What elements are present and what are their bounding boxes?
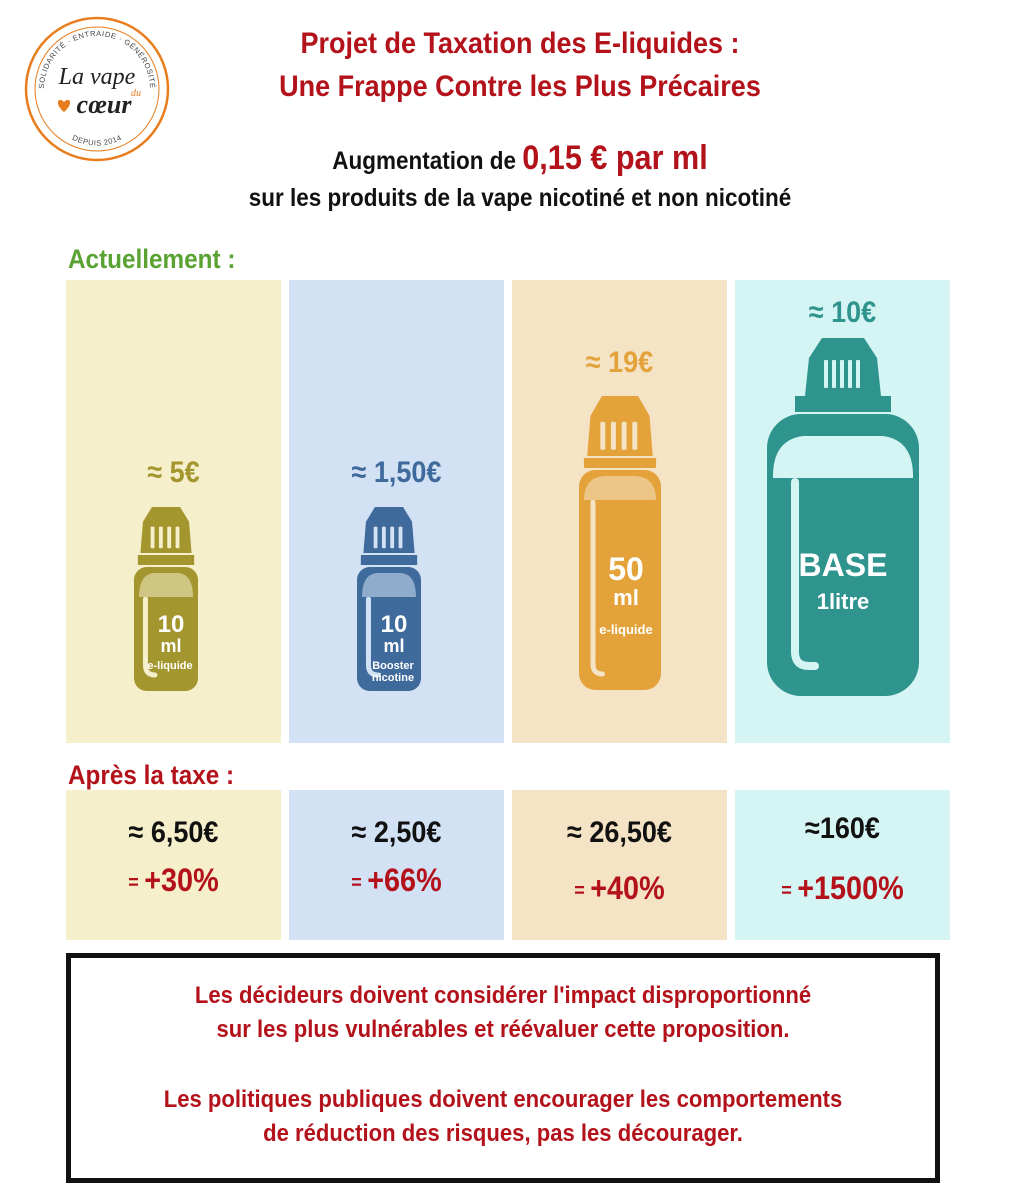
bottle-unit: ml (383, 636, 405, 656)
increase-value: +30% (144, 862, 219, 898)
after-tax-panel-3 (512, 790, 727, 940)
bottle-type: Booster (372, 660, 414, 672)
current-price: ≈ 10€ (808, 296, 877, 329)
current-price: ≈ 1,50€ (351, 456, 442, 489)
price-increase (300, 862, 494, 901)
logo-brand-line1: La vape (58, 64, 136, 90)
base-bottle-icon (767, 336, 919, 696)
increase-value: +66% (367, 862, 442, 898)
price-increase (523, 870, 717, 909)
price-increase (77, 862, 271, 901)
page-title-line2: Une Frappe Contre les Plus Précaires (279, 70, 761, 103)
after-tax-price: ≈160€ (805, 812, 880, 845)
increase-value: +1500% (797, 870, 904, 906)
after-tax-panel-2 (289, 790, 504, 940)
after-tax-section-label: Après la taxe : (68, 760, 235, 790)
after-tax-price: ≈ 2,50€ (351, 816, 442, 849)
conclusion-line4: de réduction des risques, pas les décourager. (263, 1120, 743, 1147)
increase-value: +40% (590, 870, 665, 906)
current-section-label: Actuellement : (68, 244, 236, 274)
base-volume: 1litre (816, 589, 870, 614)
equals-sign: = (128, 871, 139, 894)
equals-sign: = (351, 871, 362, 894)
logo-brand-line2: cœur (76, 90, 132, 119)
bottle-volume: 10 (380, 611, 408, 638)
logo-arc-text: SOLIDARITÉ · ENTRAIDE · GÉNÉROSITÉ (36, 28, 158, 89)
conclusion-box (66, 953, 940, 1183)
after-tax-price: ≈ 6,50€ (128, 816, 219, 849)
subtitle-highlight: 0,15 € par ml (522, 139, 708, 177)
after-tax-panel-1 (66, 790, 281, 940)
current-price: ≈ 19€ (585, 346, 654, 379)
bottle-type-2: nicotine (371, 672, 415, 684)
product-panel-1 (66, 280, 281, 743)
conclusion-line3: Les politiques publiques doivent encourager les comportements (163, 1086, 843, 1113)
after-tax-panel-4 (735, 790, 950, 940)
product-panel-4 (735, 280, 950, 743)
page-title-line1: Projet de Taxation des E-liquides : (300, 27, 740, 60)
dropper-bottle-icon (579, 394, 661, 690)
subtitle-prefix: Augmentation de (332, 147, 523, 175)
logo-since: DEPUIS 2014 (70, 132, 124, 148)
base-label: BASE (798, 547, 888, 583)
bottle-type: e-liquide (147, 660, 193, 672)
bottle-unit: ml (613, 585, 639, 610)
subtitle-line1 (196, 140, 844, 179)
bottle-volume: 50 (608, 551, 644, 587)
subtitle-line2: sur les produits de la vape nicotiné et non nicotiné (248, 184, 792, 212)
current-price: ≈ 5€ (147, 456, 200, 489)
product-panel-2 (289, 280, 504, 743)
bottle-volume: 10 (157, 611, 185, 638)
logo-brand-du: du (131, 88, 141, 99)
after-tax-price: ≈ 26,50€ (567, 816, 672, 849)
equals-sign: = (574, 879, 585, 902)
bottle-type: e-liquide (599, 622, 653, 637)
conclusion-line2: sur les plus vulnérables et réévaluer cette proposition. (216, 1016, 790, 1043)
bottle-unit: ml (160, 636, 182, 656)
price-increase (746, 870, 940, 909)
conclusion-line1: Les décideurs doivent considérer l'impact disproportionné (194, 982, 812, 1009)
equals-sign: = (781, 879, 792, 902)
brand-logo (24, 16, 170, 162)
product-panel-3 (512, 280, 727, 743)
